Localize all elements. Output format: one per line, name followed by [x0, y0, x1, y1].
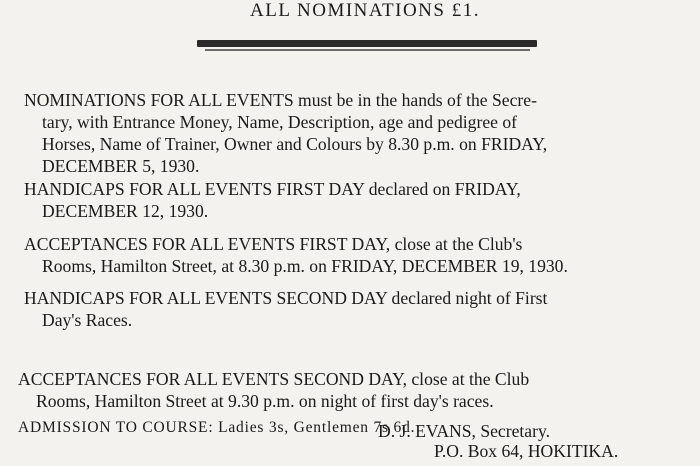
heading-rule — [197, 40, 537, 47]
signature-name: D. J. EVANS, Secretary. — [378, 421, 551, 441]
paragraph-line: Horses, Name of Trainer, Owner and Colours by 8.30 p.m. on FRIDAY, — [42, 134, 548, 154]
paragraph-acceptances-second-day — [18, 368, 686, 412]
paragraph-acceptances-first-day — [24, 233, 692, 277]
paragraph-line: HANDICAPS FOR ALL EVENTS FIRST DAY declared on FRIDAY, — [24, 179, 521, 199]
paragraph-line: tary, with Entrance Money, Name, Description, age and pedigree of — [42, 112, 518, 132]
paragraph-line: DECEMBER 5, 1930. — [42, 156, 200, 176]
paragraph-handicaps-first-day — [24, 178, 692, 222]
paragraph-line: ACCEPTANCES FOR ALL EVENTS SECOND DAY, close at the Club — [18, 369, 530, 389]
paragraph-handicaps-second-day — [24, 287, 692, 331]
paragraph-nominations — [24, 89, 692, 177]
paragraph-line: NOMINATIONS FOR ALL EVENTS must be in the hands of the Secre- — [24, 90, 537, 110]
paragraph-line: DECEMBER 12, 1930. — [42, 201, 209, 221]
paragraph-line: HANDICAPS FOR ALL EVENTS SECOND DAY declared night of First — [24, 288, 548, 308]
paragraph-line: Day's Races. — [42, 310, 133, 330]
paragraph-line: Rooms, Hamilton Street at 9.30 p.m. on night of first day's races. — [36, 391, 494, 411]
paragraph-line: Rooms, Hamilton Street, at 8.30 p.m. on FRIDAY, DECEMBER 19, 1930. — [42, 256, 568, 276]
notice-heading: ALL NOMINATIONS £1. — [250, 0, 480, 21]
admission-prices: ADMISSION TO COURSE: Ladies 3s, Gentlemen 7s 6d. — [18, 419, 416, 436]
signature-address: P.O. Box 64, HOKITIKA. — [434, 441, 619, 461]
heading-rule-thin — [205, 49, 530, 51]
paragraph-line: ACCEPTANCES FOR ALL EVENTS FIRST DAY, close at the Club's — [24, 234, 523, 254]
